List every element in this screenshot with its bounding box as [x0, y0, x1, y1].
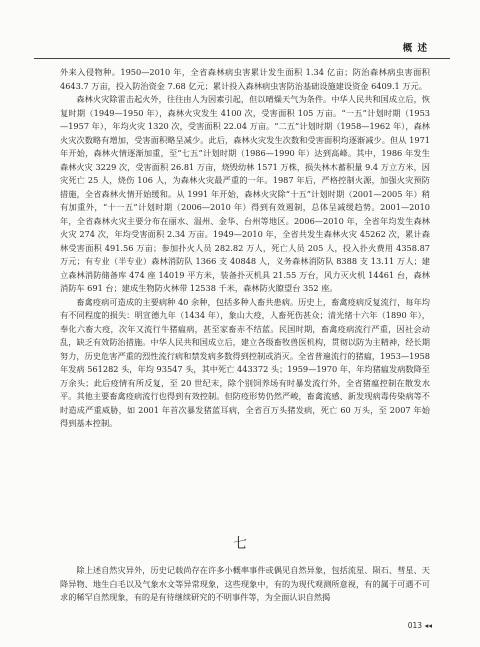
paragraph-3: 畜禽疫病可造成的主要病种 40 余种，包括多种人畜共患病。历史上，畜禽疫病反复流行，每年均有不同程度的损失：明宣德九年（1434 年），象山大疫，人畜死伤甚众；清光绪十六年（1890 年），奉化六畜大疫，次年又流行牛猪瘟病，甚至家畜赤不结蓝。民国时期，畜禽疫病流行严重，因社会动乱，缺乏有效防治措施。中华人民共和国成立后，建立各级畜牧兽医机构，贯彻以防为主精神，经长期努力，历史危害严重的烈性流行病和禁发病多数得到控制或消灭。全省普遍流行的猪瘟，1953—1958 年发病 561282 头，年均 93547 头，其中死亡 443372 头；1959—1970 年，年均猪瘟发病数降至万余头；此后疫情有所反复，至 20 世纪末，除个别饲养场有时暴发流行外，全省猪瘟控制在散发水平。其他主要畜禽疫病流行也得到有效控制。但防疫形势仍然严峻，畜禽流感、新发现病毒传染病等不时造成严重威胁，如 2001 年首次暴发猪蓝耳病，全省百万头猪发病，死亡 60 万头，至 2007 年始得到基本控制。 — [60, 296, 430, 428]
page-number: 013 ◂◂ — [407, 621, 432, 630]
section-number: 七 — [233, 536, 247, 552]
paragraph-2: 森林火灾除雷击起火外，往往由人为因素引起，但以晴燥天气为条件。中华人民共和国成立后，恢复时期（1949—1950 年），森林火灾发生 4100 次，受害面积 105 万亩。“一五”计划时期（1953—1957 年），年均火灾 1320 次，受害面积 22.04 万亩。“二五”计划时期（1958—1962 年），森林火灾次数略有增加，受害面积略呈减少。此后，森林火灾发生次数和受害面积均逐渐减少。但从 1971 年开始，森林火情逐渐加重，至“七五”计划时期（1986—1990 年）达到高峰。其中，1986 年发生森林火灾 3229 次，受害面积 26.81 万亩，烧毁幼林 1571 万株，损失林木蓄积量 9.4 万立方米，因灾死亡 25 人，烧伤 106 人，为森林火灾最严重的一年。1987 年后，严格控制火源，加强火灾预防措施，全省森林火情开始缓和。从 1991 年开始，森林火灾除“十五”计划时期（2001—2005 年）稍有加重外，“十一五”计划时期（2006—2010 年）得到有效遏制，总体呈减缓趋势。2001—2010 年，全省森林火灾主要分布在丽水、温州、金华、台州等地区。2006—2010 年，全省年均发生森林火灾 274 次，年均受害面积 2.34 万亩。1949—2010 年，全省共发生森林火灾 45262 次，累计森林受害面积 491.56 万亩；参加扑火人员 282.82 万人，死亡人员 205 人，投入扑火费用 4358.87 万元；有专业（半专业）森林消防队 1366 支 40848 人，义务森林消防队 8388 支 13.11 万人；建立森林消防储备库 474 座 14019 平方米，装备扑灭机具 21.55 万台，风力灭火机 14461 台，森林消防车 691 台；建成生物防火林带 12538 千米，森林防火瞭望台 352 座。 — [60, 94, 430, 293]
main-text — [60, 66, 430, 431]
header-rule — [34, 58, 450, 59]
paragraph-1: 外来入侵物种。1950—2010 年，全省森林病虫害累计发生面积 1.34 亿亩；防治森林病虫害面积 4643.7 万亩，投入防治资金 7.68 亿元；累计投入森林病虫害防治基础设施建设资金 6409.1 万元。 — [60, 67, 430, 91]
section-text — [60, 564, 430, 605]
section-paragraph: 除上述自然灾异外，历史记载尚存在许多小概率事件或偶见自然异象，包括流星、陨石、彗星、天降异物、地生白毛以及气象水文等异常现象，这些现象中，有的为现代观测所意视，有的属于可遇不可求的稀罕自然现象，有的是有待继续研究的不明事件等，为全面认识自然揭 — [60, 565, 430, 602]
running-head: 概 述 — [402, 43, 428, 54]
